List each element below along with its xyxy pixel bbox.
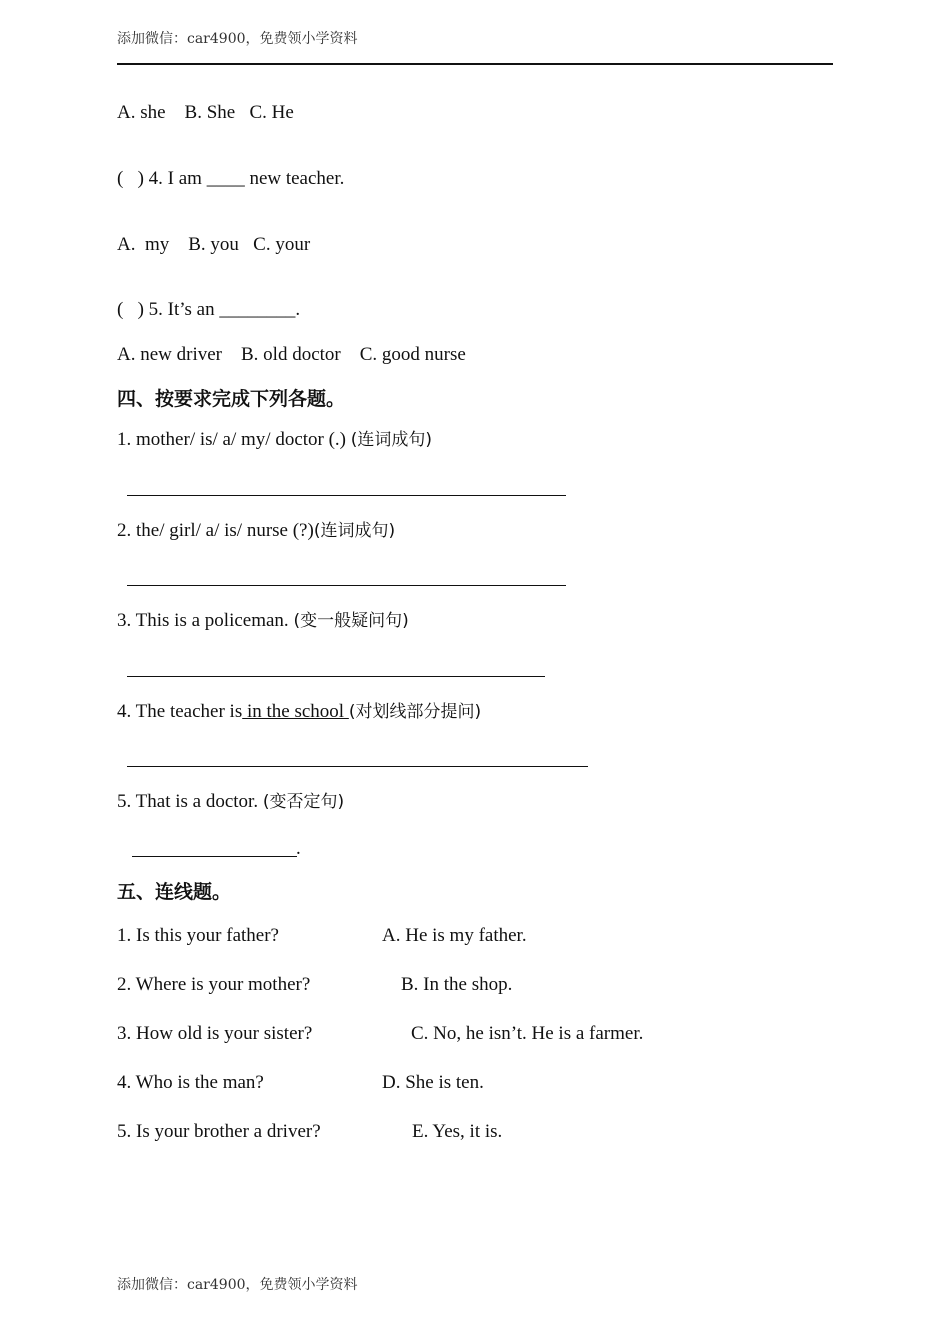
s4-answer-line-2	[127, 585, 566, 586]
match-question-5: 5. Is your brother a driver?	[117, 1121, 321, 1142]
q5-options: A. new driver B. old doctor C. good nurse	[117, 344, 466, 365]
header-divider	[117, 63, 833, 65]
q4-options: A. my B. you C. your	[117, 234, 311, 255]
s4-item-3-text: 3. This is a policeman.	[117, 610, 294, 631]
match-question-2: 2. Where is your mother?	[117, 974, 311, 995]
match-answer-b: B. In the shop.	[401, 974, 513, 995]
s4-item-4-underlined: in the school	[242, 701, 349, 722]
s4-answer-line-1	[127, 495, 566, 496]
s4-item-1-instruction: (连词成句)	[350, 430, 433, 450]
match-answer-e: E. Yes, it is.	[412, 1121, 503, 1142]
match-answer-d: D. She is ten.	[382, 1072, 484, 1093]
s4-item-4-text: 4. The teacher is	[117, 701, 243, 722]
q3-options: A. she B. She C. He	[117, 102, 294, 123]
page-header: 添加微信：car4900，免费领小学资料	[117, 31, 358, 47]
section4-heading: 四、按要求完成下列各题。	[117, 388, 346, 410]
s4-item-1	[117, 428, 432, 452]
q5-stem: ( ) 5. It’s an ________.	[117, 299, 301, 320]
match-answer-a: A. He is my father.	[382, 925, 527, 946]
s4-answer-line-5	[132, 856, 297, 857]
s4-answer-5-period: .	[296, 838, 301, 859]
s4-answer-line-3	[127, 676, 545, 677]
match-answer-c: C. No, he isn’t. He is a farmer.	[411, 1023, 644, 1044]
s4-answer-line-4	[127, 766, 588, 767]
s4-item-2	[117, 519, 395, 543]
s4-item-4-instruction: (对划线部分提问)	[348, 702, 482, 722]
s4-item-1-text: 1. mother/ is/ a/ my/ doctor (.)	[117, 429, 351, 450]
s4-item-4	[117, 700, 481, 724]
s4-item-5	[117, 790, 344, 814]
s4-item-2-text: 2. the/ girl/ a/ is/ nurse (?)	[117, 520, 314, 541]
match-question-3: 3. How old is your sister?	[117, 1023, 313, 1044]
s4-item-3	[117, 609, 409, 633]
page-footer: 添加微信：car4900，免费领小学资料	[117, 1277, 358, 1293]
s4-item-5-text: 5. That is a doctor.	[117, 791, 263, 812]
match-question-4: 4. Who is the man?	[117, 1072, 264, 1093]
s4-item-3-instruction: (变一般疑问句)	[293, 611, 409, 631]
section5-heading: 五、连线题。	[117, 881, 232, 903]
match-question-1: 1. Is this your father?	[117, 925, 279, 946]
q4-stem: ( ) 4. I am ____ new teacher.	[117, 168, 345, 189]
s4-item-2-instruction: (连词成句)	[313, 521, 396, 541]
s4-item-5-instruction: (变否定句)	[262, 792, 345, 812]
